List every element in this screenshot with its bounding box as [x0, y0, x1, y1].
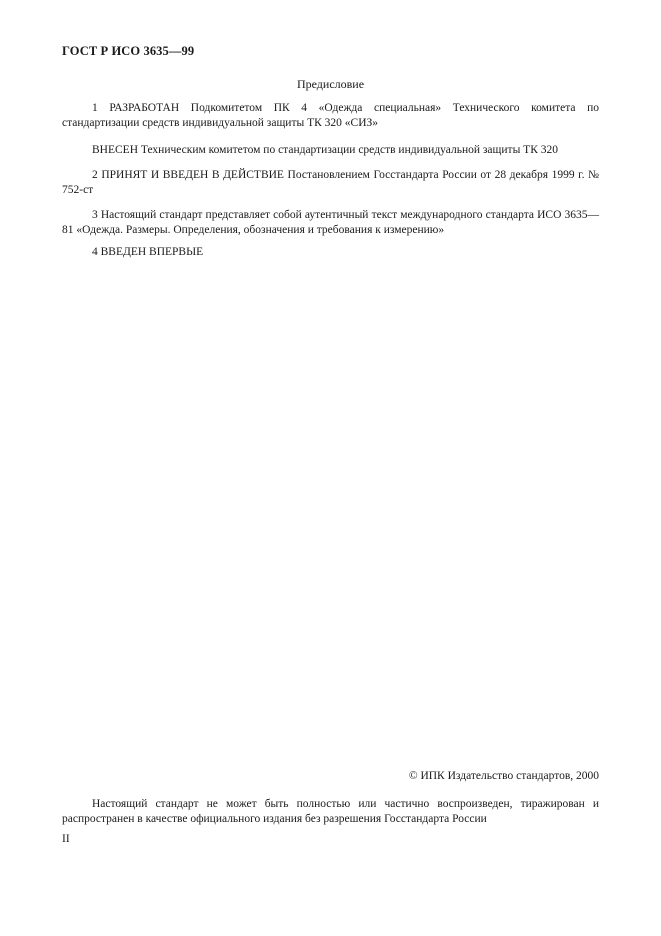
preface-paragraph-developed: 1 РАЗРАБОТАН Подкомитетом ПК 4 «Одежда специальная» Технического комитета по стандартизации средств индивидуальной защиты ТК 320 «СИЗ»: [62, 102, 599, 129]
preface-heading: Предисловие: [296, 77, 365, 91]
preface-paragraph-introduced: ВНЕСЕН Техническим комитетом по стандартизации средств индивидуальной защиты ТК 320: [92, 144, 558, 156]
reproduction-notice: Настоящий стандарт не может быть полностью или частично воспроизведен, тиражирован и распространен в качестве официального издания без разрешения Госстандарта России: [62, 798, 599, 825]
standard-id-header: ГОСТ Р ИСО 3635—99: [62, 44, 195, 58]
page-number: II: [62, 833, 70, 845]
preface-paragraph-first-introduced: 4 ВВЕДЕН ВПЕРВЫЕ: [92, 246, 204, 258]
copyright-line: © ИПК Издательство стандартов, 2000: [408, 770, 599, 782]
preface-paragraph-authentic-text: 3 Настоящий стандарт представляет собой аутентичный текст международного стандарта ИСО 3635—81 «Одежда. Размеры. Определения, обозначения и требования к измерению»: [62, 209, 599, 236]
preface-paragraph-adopted: 2 ПРИНЯТ И ВВЕДЕН В ДЕЙСТВИЕ Постановлением Госстандарта России от 28 декабря 1999 г. № 752-ст: [62, 169, 599, 196]
